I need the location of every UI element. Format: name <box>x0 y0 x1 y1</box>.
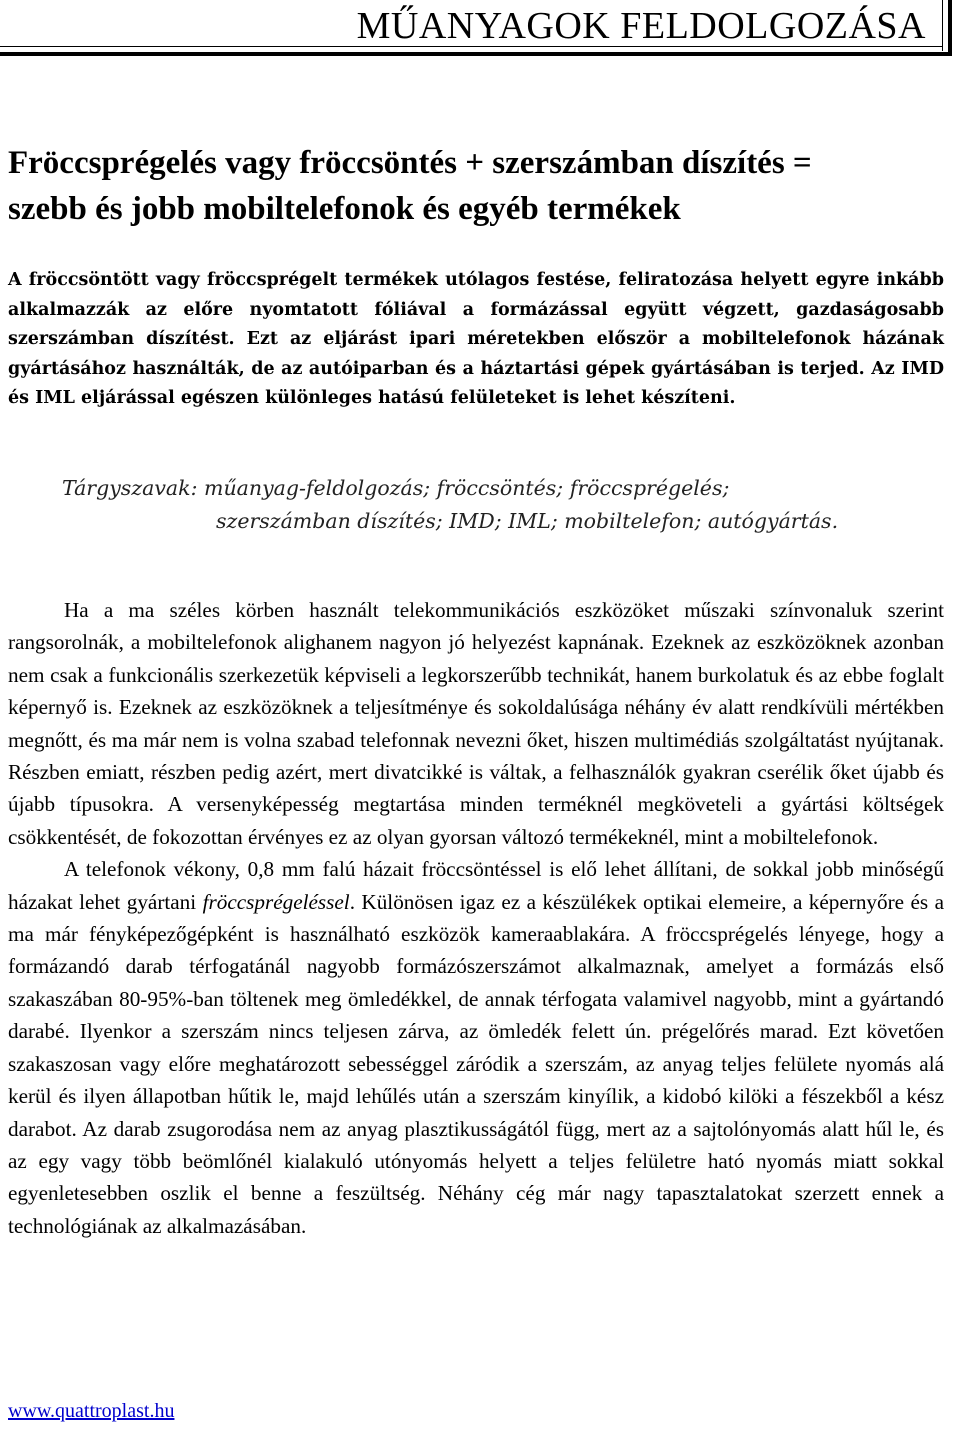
article-title-line1: Fröccsprégelés vagy fröccsöntés + szerszámban díszítés = <box>8 145 812 181</box>
paragraph-text: A telefonok vékony, 0,8 mm falú házait fröccsöntéssel is elő lehet állítani, de sokkal jobb minőségű házakat lehet gyártani <box>8 857 944 914</box>
article-title <box>8 140 948 232</box>
body-paragraph: Ha a ma széles körben használt telekommunikációs eszközöket műszaki színvonaluk szerint rangsorolnák, a mobiltelefonok alighanem nagyon jó helyezést kapnának. Ezeknek az eszközöknek azonban nem csak a funkcionális szerkezetük képviseli a legkorszerűbb technikát, hanem burkolatuk és az ebbe foglalt képernyő is. Ezeknek az eszközöknek a teljesítménye és sokoldalúsága néhány év alatt rendkívüli mértékben megnőtt, és ma már nem is volna szabad telefonnak nevezni őket, hiszen multimédiás szolgáltatást nyújtanak. Részben emiatt, részben pedig azért, mert divatcikké is váltak, a felhasználók gyakran cserélik őket újabb és újabb típusokra. A versenyképesség megtartása minden terméknél megköveteli a gyártási költségek csökkentését, de fokozottan érvényes ez az olyan gyorsan változó termékeknél, mint a mobiltelefonok. <box>8 598 944 849</box>
header-border-line <box>942 0 943 51</box>
article-title-line2: szebb és jobb mobiltelefonok és egyéb termékek <box>8 191 681 227</box>
keywords <box>62 472 942 538</box>
emphasized-term: fröccsprégeléssel <box>202 889 350 914</box>
paragraph-text: . Különösen igaz ez a készülékek optikai elemeire, a képernyőre és a ma már fényképezőgépként is használható eszközök kameraablakára. A fröccsprégelés lényege, hogy a formázandó darab térfogatánál nagyobb formázószerszámot alkalmaznak, amelyet a formázás első szakaszában 80-95%-ban töltenek meg ömledékkel, de annak térfogata valamivel nagyobb, mint a gyártandó darabé. Ilyenkor a szerszám nincs teljesen zárva, az ömledék felett ún. prégelőrés marad. Ezt követően szakaszosan vagy előre meghatározott sebességgel záródik a szerszám, az anyag teljes felülete nyomás alá kerül és ilyen állapotban hűtik le, majd lehűlés után a szerszám kinyílik, a kidobó kilöki a fészekből a kész darabot. Az darab zsugorodása nem az anyag plasztikusságától függ, mert az a sajtolónyomás alatt hűl le, és az egy vagy több beömlőnél kialakuló utónyomás helyett a teljes felületre ható nyomás miatt sokkal egyenletesebben oszlik el benne a feszültség. Néhány cég már nagy tapasztalatokat szerzett ennek a technológiának az alkalmazásában. <box>8 889 944 1238</box>
keywords-label: Tárgyszavak: <box>62 476 198 500</box>
body-paragraph <box>8 853 944 1242</box>
abstract: A fröccsöntött vagy fröccsprégelt termékek utólagos festése, feliratozása helyett egyre inkább alkalmazzák az előre nyomtatott fóliával a formázással együtt végzett, gazdaságosabb szerszámban díszítést. Ezt az eljárást ipari méretekben először a mobiltelefonok házának gyártásához használták, de az autóiparban és a háztartási gépek gyártásában is terjed. Az IMD és IML eljárással egészen különleges hatású felületeket is lehet készíteni. <box>8 270 944 408</box>
section-title: MŰANYAGOK FELDOLGOZÁSA <box>356 5 926 47</box>
website-link[interactable]: www.quattroplast.hu <box>8 1400 175 1422</box>
article-body <box>8 594 944 1242</box>
keywords-line2: szerszámban díszítés; IMD; IML; mobiltelefon; autógyártás. <box>216 509 839 533</box>
keywords-line1: műanyag-feldolgozás; fröccsöntés; fröccsprégelés; <box>204 476 730 500</box>
header-banner <box>0 0 952 56</box>
